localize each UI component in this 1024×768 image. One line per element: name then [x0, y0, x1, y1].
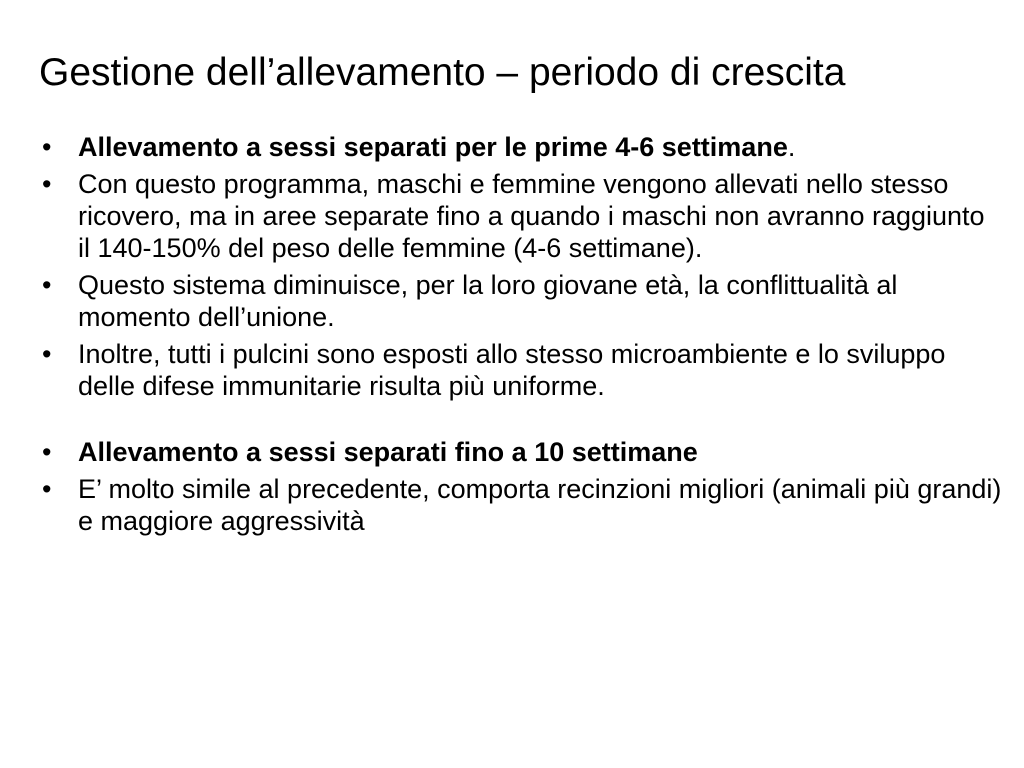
bullet-item-2: [0, 168, 1024, 264]
bullet-marker: •: [42, 339, 52, 369]
bullet-marker: •: [42, 474, 52, 504]
bullet-marker: •: [42, 437, 52, 467]
bullet-item-1: [0, 131, 1024, 163]
bullet-list: [0, 131, 1024, 542]
bullet-marker: •: [42, 169, 52, 199]
bullet-marker: •: [42, 132, 52, 162]
bullet-heading: Allevamento a sessi separati per le prime 4-6 settimane: [78, 132, 788, 162]
bullet-text: E’ molto simile al precedente, comporta recinzioni migliori (animali più grandi) e maggiore aggressività: [78, 474, 1002, 536]
slide-title: Gestione dell’allevamento – periodo di crescita: [39, 51, 846, 94]
bullet-text: Questo sistema diminuisce, per la loro giovane età, la conflittualità al momento dell’unione.: [78, 270, 898, 332]
bullet-item-4: [0, 338, 1024, 402]
bullet-marker: •: [42, 270, 52, 300]
bullet-heading: Allevamento a sessi separati fino a 10 settimane: [78, 437, 698, 467]
bullet-text: Inoltre, tutti i pulcini sono esposti allo stesso microambiente e lo sviluppo delle difese immunitarie risulta più uniforme.: [78, 339, 946, 401]
bullet-item-3: [0, 269, 1024, 333]
bullet-text: Con questo programma, maschi e femmine vengono allevati nello stesso ricovero, ma in aree separate fino a quando i maschi non avranno raggiunto il 140-150% del peso delle femmine (4-6 settimane).: [78, 169, 985, 263]
bullet-item-6: [0, 473, 1024, 537]
bullet-item-5: [0, 436, 1024, 468]
bullet-text: .: [787, 132, 796, 162]
